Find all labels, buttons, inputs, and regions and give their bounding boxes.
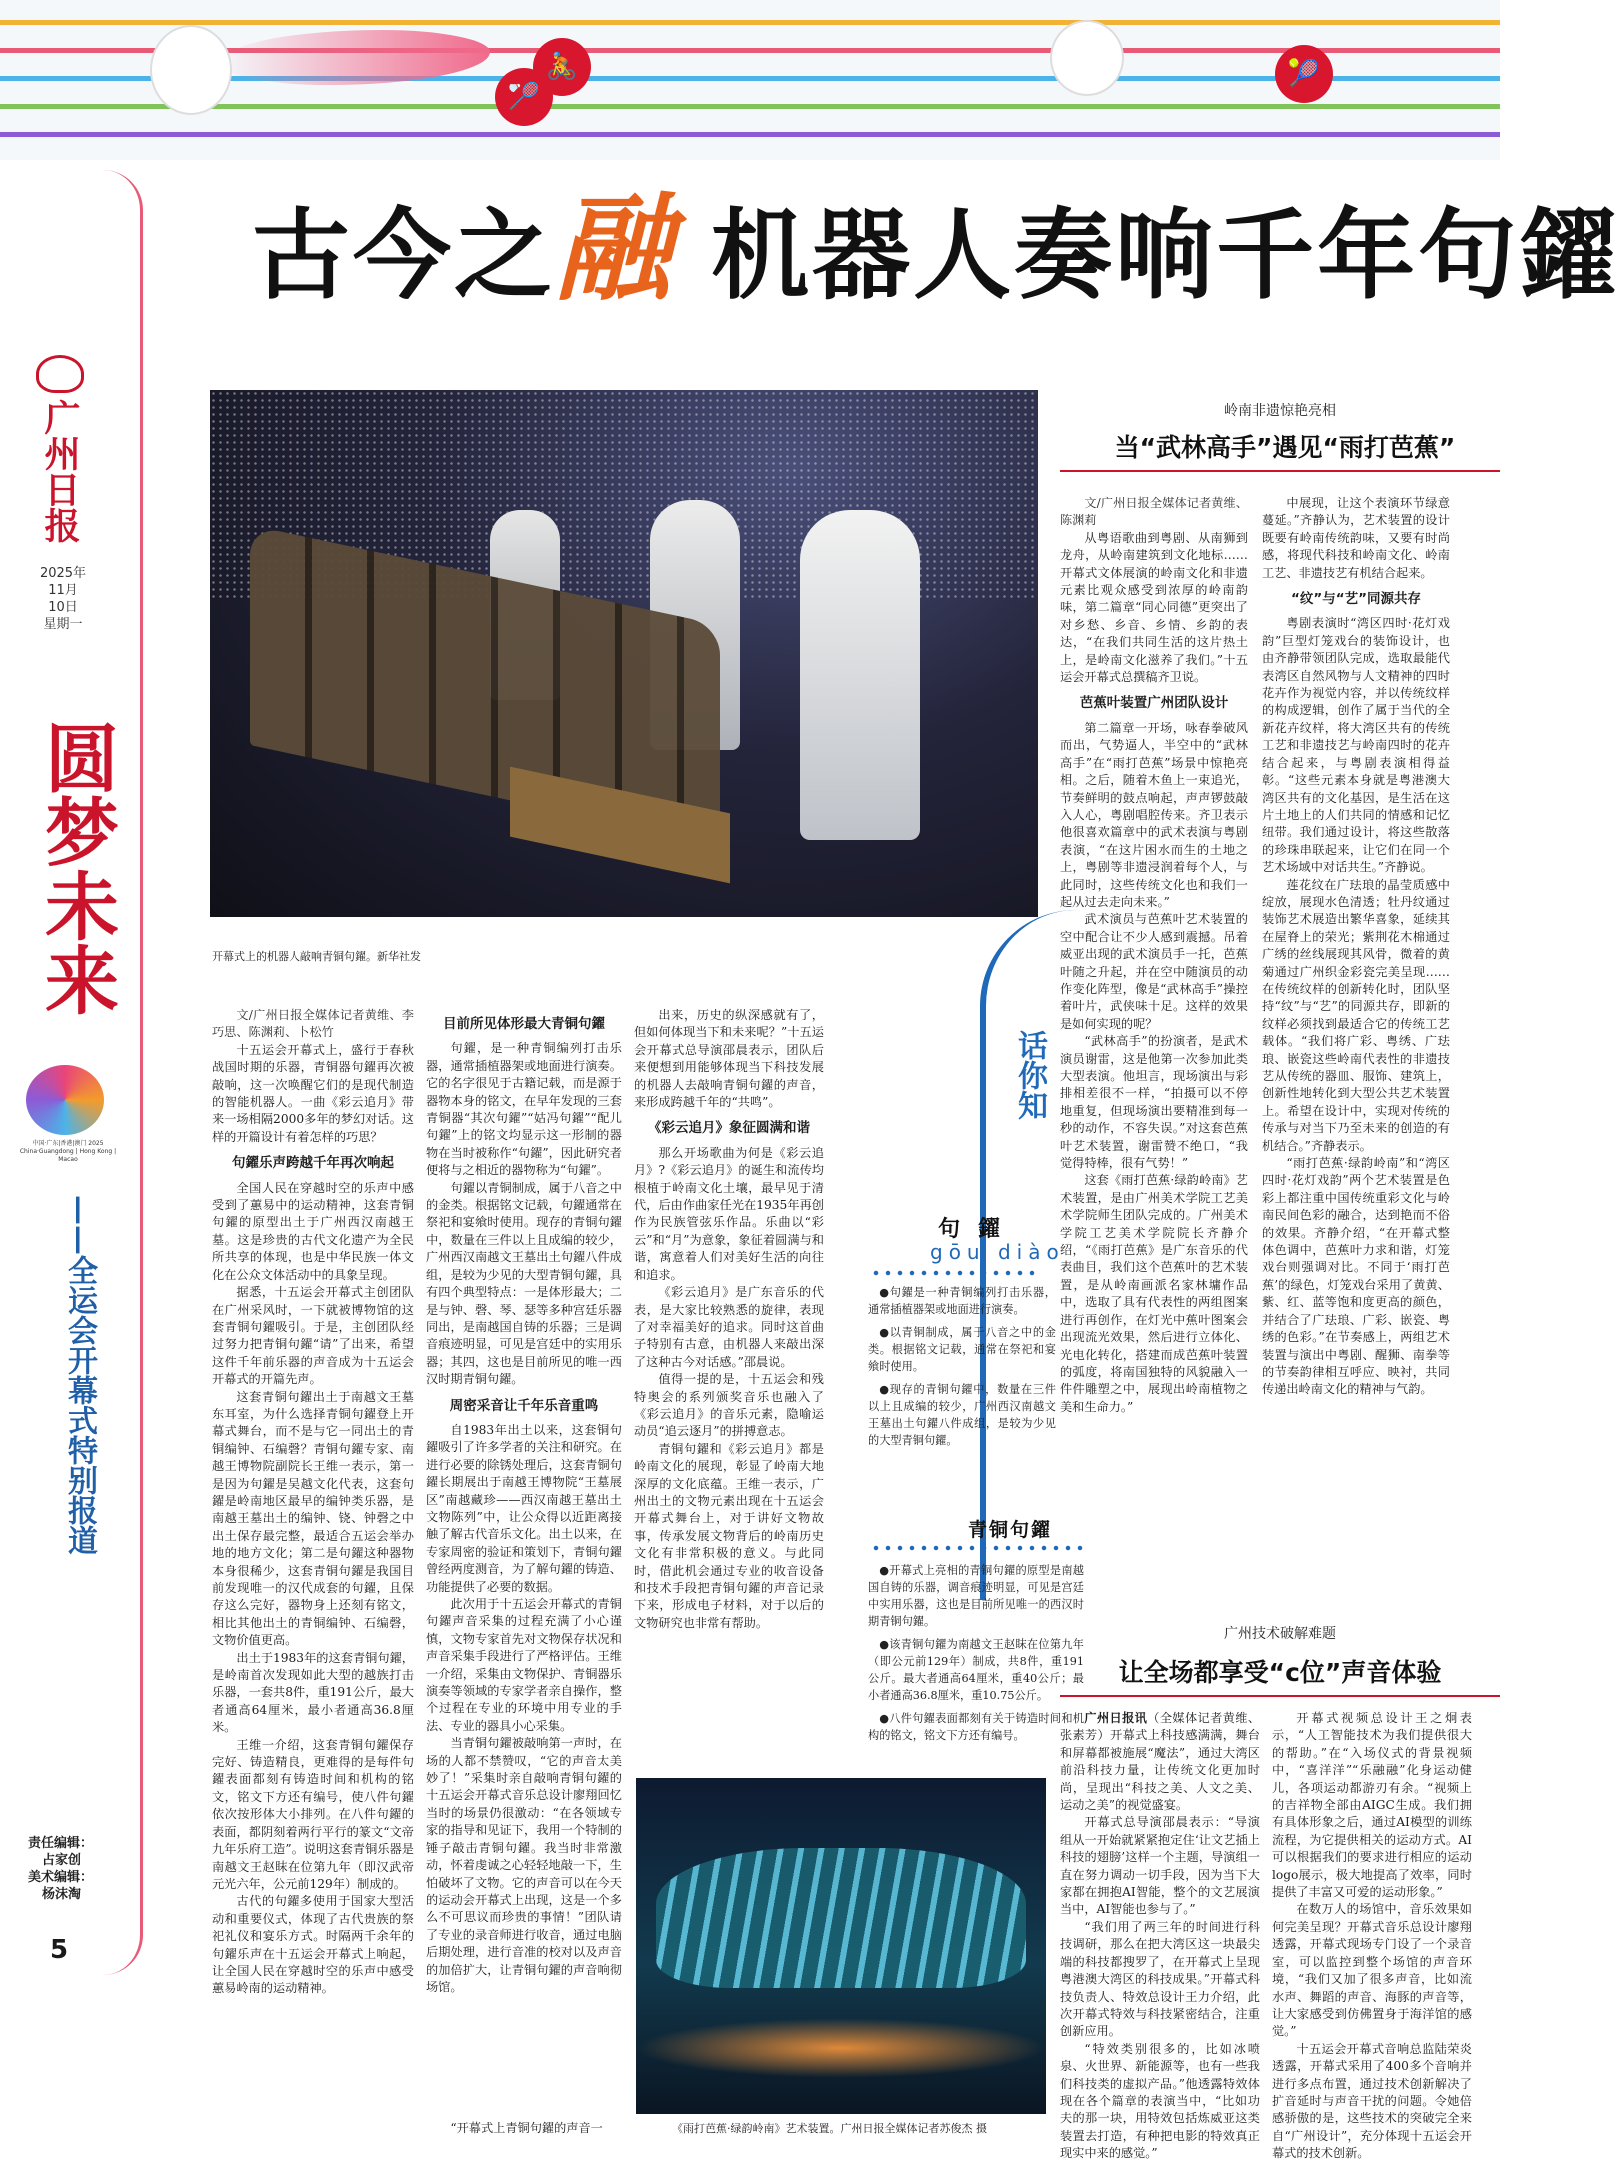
- main-article-column-3: [634, 1007, 824, 1872]
- tech-article-kicker: 广州技术破解难题: [1224, 1626, 1336, 1642]
- right-article-kicker: 岭南非遗惊艳亮相: [1224, 403, 1336, 419]
- page-headline: 古今之融 机器人奏响千年句鑃: [252, 182, 1620, 317]
- games-logo-icon: [26, 1065, 104, 1135]
- section-subhead: 《彩云追月》象征圆满和谐: [648, 1120, 810, 1137]
- newspaper-emblem-icon: [36, 355, 84, 393]
- main-photo-caption: 开幕式上的机器人敲响青铜句鑃。新华社发: [212, 950, 421, 963]
- article-paragraph: 当青铜句鑃被敲响第一声时，在场的人都不禁赞叹，“它的声音太美妙了！”采集时亲自敲响青铜句鑃的十五运会开幕式音乐总设计廖翔回忆当时的场景仍很激动：“在各领域专家的指导和见证下，我用一个特制的锤子敲击青铜句鑃。我当时非常激动，怀着虔诚之心轻轻地敲一下，生怕破坏了文物。它的声音可以在今天的运动会开幕式上出现，这是一个多么不可思议而珍贵的事情！”团队请了专业的录音师进行收音，通过电脑后期处理，进行音准的校对以及声音的加倍扩大，让青铜句鑃的声音响彻场馆。: [426, 1736, 622, 1994]
- right-article-byline: 文/广州日报全媒体记者黄维、陈渊莉: [1060, 496, 1248, 528]
- knowledge-term-list: [868, 1284, 1056, 1455]
- knowledge-term-2: 青铜句鑃: [968, 1519, 1053, 1541]
- tech-article-col2-body: [1272, 1710, 1472, 2163]
- knowledge-item: ●以青铜制成，属于八音之中的金类。根据铭文记载，通常在祭祀和宴飨时使用。: [868, 1326, 1056, 1373]
- tech-article-column-2: [1272, 1710, 1472, 2161]
- section-subhead: 句鑃乐声跨越千年再次响起: [232, 1155, 394, 1172]
- article-paragraph: 句鑃，是一种青铜编列打击乐器，通常插植器架或地面进行演奏。它的名字很见于古籍记载，而是源于器物本身的铭文，在早年发现的三套青铜器“其次句鑃”“姑冯句鑃”“配儿句鑃”上的铭文均显示这一形制的器物在当时被称作“句鑃”，因此研究者便将与之相近的器物称为“句鑃”。: [426, 1041, 622, 1178]
- knowledge-divider-2: [870, 1545, 1086, 1551]
- special-report-label: ——全运会开幕式特别报道: [62, 1195, 97, 1555]
- main-article-column-1: [212, 1007, 414, 2137]
- main-article-col2-body: [426, 1016, 622, 1996]
- article-paragraph: 中展现，让这个表演环节绿意蔓延。”齐静认为，艺术装置的设计既要有岭南传统韵味，又要有时尚感，将现代科技和岭南文化、岭南工艺、非遗技艺有机结合起来。: [1262, 496, 1450, 580]
- main-article-col1-body: [212, 1042, 414, 1998]
- article-paragraph: 十五运会开幕式上，盛行于春秋战国时期的乐器，青铜器句鑃再次被敲响，这一次唤醒它们的是现代制造的智能机器人。一曲《彩云追月》带来一场相隔2000多年的梦幻对话。这样的开篇设计有着怎样的巧思？: [212, 1042, 414, 1144]
- article-paragraph: 《彩云追月》是广东音乐的代表，是大家比较熟悉的旋律，表现了对幸福美好的追求。同时这首曲子特别有古意，由机器人来敲出深了这种古今对话感。”邵晨说。: [634, 1285, 824, 1369]
- article-paragraph: 第二篇章一开场，咏春拳破风而出，气势逼人，半空中的“武林高手”在“雨打芭蕉”场景中惊艳亮相。之后，随着木鱼上一束追光，节奏鲜明的鼓点响起，声声锣鼓敲入人心，粤剧唱腔传来。齐卫表示他很喜欢篇章中的武术表演与粤剧表演，“在这片困水而生的土地之上，粤剧等非遗浸润着每个人，与此同时，这些传统文化也和我们一起从过去走向未来。”: [1060, 720, 1248, 909]
- main-article-byline: 文/广州日报全媒体记者黄维、李巧思、陈渊莉、卜松竹: [212, 1008, 414, 1040]
- sport-icon-tennis: 🎾: [1275, 45, 1333, 103]
- knowledge-term-pinyin: gōu diào: [930, 1240, 1065, 1264]
- article-paragraph: 粤剧表演时“湾区四时·花灯戏韵”巨型灯笼戏台的装饰设计，也由齐静带领团队完成，选取最能代表湾区自然风物与人文精神的四时花卉作为视觉内容，并以传统纹样的构成逻辑，创作了属于当代的全新花卉纹样，将大湾区共有的传统工艺和非遗技艺与岭南四时的花卉结合起来，与粤剧表演相得益彰。“这些元素本身就是粤港澳大湾区共有的文化基因，是生活在这片土地上的人们共同的情感和记忆纽带。我们通过设计，将这些散落的珍珠串联起来，让它们在同一个艺术场域中对话共生。”齐静说。: [1262, 616, 1450, 875]
- games-logo-text: 中国·广东|香港|澳门 2025 China·Guangdong | Hong Kong | Macao: [19, 1140, 117, 1163]
- article-paragraph: 此次用于十五运会开幕式的青铜句鑃声音采集的过程充满了小心谨慎，文物专家首先对文物保存状况和声音采集手段进行了严格评估。王维一介绍，采集由文物保护、青铜器乐演奏等领域的专家学者亲自操作，整个过程在专业的环境中用专业的手法、专业的器具小心采集。: [426, 1597, 622, 1733]
- main-photo-robots: [210, 390, 1038, 917]
- article-paragraph: 句鑃以青铜制成，属于八音之中的金类。根据铭文记载，句鑃通常在祭祀和宴飨时使用。现存的青铜句鑃中，数量在三件以上且成编的较少，广州西汉南越文王墓出土句鑃八件成组，是较为少见的大型青铜句鑃，具有四个典型特点：一是体形最大；二是与钟、磬、琴、瑟等多种宫廷乐器同出，是南越国自铸的乐器；三是调音痕迹明显，可见是宫廷中的实用乐器；其四，这也是目前所见的唯一西汉时期青铜句鑃。: [426, 1180, 622, 1387]
- tech-article-col1-body: [1060, 1814, 1260, 2162]
- article-paragraph: 那么开场歌曲为何是《彩云追月》?《彩云追月》的诞生和流传均根植于岭南文化土壤，最早见于清代，后由作曲家任光在1935年再创作为民族管弦乐作品。乐曲以“彩云”和“月”为意象，象征着圆满与和谐，寓意着人们对美好生活的向往和追求。: [634, 1145, 824, 1282]
- section-subhead: “纹”与“艺”同源共存: [1291, 591, 1421, 608]
- article-paragraph: 自1983年出土以来，这套铜句鑃吸引了许多学者的关注和研究。在进行必要的除锈处理后，这套青铜句鑃长期展出于南越王博物院“王墓展区”南越藏珍——西汉南越王墓出土文物陈列”中，让公众得以近距离接触了解古代音乐文化。出土以来，在专家周密的验证和策划下，青铜句鑃曾经两度测音，为了解句鑃的铸造、功能提供了必要的数据。: [426, 1422, 622, 1594]
- article-paragraph: 出土于1983年的这套青铜句鑃，是岭南首次发现如此大型的越族打击乐器，一套共8件，重191公斤，最大者通高64厘米，最小者通高36.8厘米。: [212, 1650, 414, 1735]
- article-paragraph: 十五运会开幕式音响总监陆荣炎透露，开幕式采用了400多个音响并进行多点布置，通过技术创新解决了扩音延时与声音干扰的问题。令她倍感骄傲的是，这些技术的突破完全来自“广州设计”，充分体现十五运会开幕式的技术创新。: [1272, 2041, 1472, 2161]
- right-article-col2-body: [1262, 495, 1450, 1399]
- newspaper-logo: [30, 355, 90, 543]
- section-subhead: 芭蕉叶装置广州团队设计: [1079, 695, 1229, 712]
- tech-article-column-1: [1060, 1710, 1261, 2161]
- slogan: 圆梦未来: [33, 720, 119, 1016]
- article-paragraph: 值得一提的是，十五运会和残特奥会的系列颁奖音乐也融入了《彩云追月》的音乐元素，隐喻运动员“追云逐月”的拼搏意志。: [634, 1372, 824, 1439]
- main-article-col3-tail: “开幕式上青铜句鑃的声音一: [450, 2121, 603, 2135]
- main-article-col3-body: [634, 1007, 824, 1632]
- article-paragraph: 从粤语歌曲到粤剧、从南狮到龙舟，从岭南建筑到文化地标……开幕式文体展演的岭南文化和非遗元素比观众感受到浓厚的岭南韵味，第二篇章“同心同德”更突出了对乡愁、乡音、乡情、乡韵的表达，“在我们共同生活的这片热土上，是岭南文化滋养了我们。”十五运会开幕式总撰稿齐卫说。: [1060, 530, 1248, 685]
- section-subhead: 目前所见体形最大青铜句鑃: [443, 1016, 605, 1032]
- knowledge-term-2-list: [868, 1562, 1084, 1750]
- mascot-right-image: [1050, 20, 1124, 96]
- editor-credits: 责任编辑： 占家创 美术编辑： 杨沫淘: [28, 1836, 94, 1902]
- knowledge-box-badge: 话你知: [1012, 1030, 1047, 1120]
- article-paragraph: 王维一介绍，这套青铜句鑃保存完好、铸造精良，更难得的是每件句鑃表面都刻有铸造时间和机构的铭文，铭文下方还有编号，使八件句鑃依次按形体大小排列。在八件句鑃的表面，都阴刻着两行平行的篆文“文帝九年乐府工造”。说明这套青铜乐器是南越文王赵眜在位第九年（即汉武帝元光六年，公元前129年）制成的。: [212, 1737, 414, 1891]
- article-paragraph: 青铜句鑃和《彩云追月》都是岭南文化的展现，彰显了岭南大地深厚的文化底蕴。王维一表示，广州出土的文物元素出现在十五运会开幕式舞台上，对于讲好文物故事，传承发展文物背后的岭南历史文化有非常积极的意义。与此同时，借此机会通过专业的收音设备和技术手段把青铜句鑃的声音记录下来，形成电子材料，对于以后的文物研究也非常有帮助。: [634, 1441, 824, 1630]
- right-article-column-2: [1262, 495, 1450, 1575]
- page-number: 5: [50, 1935, 69, 1965]
- article-paragraph: 这套《雨打芭蕉·绿韵岭南》艺术装置，是由广州美术学院工艺美术学院师生团队完成的。广州美术学院工艺美术学院院长齐静介绍，“《雨打芭蕉》是广东音乐的代表曲目，我们这个芭蕉叶的艺术装置，是从岭南画派名家林墉作品中，选取了具有代表性的两组图案进行再创作，在灯光中蕉叶图案会出现流光效果，然后进行立体化、光电化转化，搭建而成芭蕉叶装置的弧度，将南国独特的风貌融入一件件雕塑之中，展现出岭南植物之美和生命力。”: [1060, 1173, 1248, 1414]
- knowledge-divider: [870, 1270, 1040, 1276]
- mascot-left-image: [150, 25, 232, 115]
- article-paragraph: “我们用了两三年的时间进行科技调研，那么在把大湾区这一块最尖端的科技都搜罗了，在开幕式上呈现粤港澳大湾区的科技成果。”开幕式科技负责人、特效总设计王力介绍，此次开幕式特效与科技紧密结合，注重创新应用。: [1060, 1919, 1260, 2039]
- article-paragraph: “武林高手”的扮演者，是武术演员谢雷，这是他第一次参加此类大型表演。他坦言，现场演出与彩排相差很不一样，“拍摄可以不停地重复，但现场演出要精准到每一秒的动作，不容失误。”对这套芭蕉叶艺术装置，谢雷赞不绝口，“我觉得特棒，很有气势！”: [1060, 1034, 1248, 1171]
- article-paragraph: 在数万人的场馆中，音乐效果如何完美呈现？开幕式音乐总设计廖翔透露，开幕式现场专门设了一个录音室，可以监控到整个场馆的声音环境，“我们又加了很多声音，比如流水声、舞蹈的声音、海豚的声音等，让大家感受到仿佛置身于海洋馆的感觉。”: [1272, 1902, 1472, 2039]
- article-paragraph: 这套青铜句鑃出土于南越文王墓东耳室，为什么选择青铜句鑃登上开幕式舞台，而不是与它一同出土的青铜编钟、石编磬？青铜句鑃专家、南越王博物院副院长王维一表示，第一是因为句鑃是吴越文化代表，这套句鑃是岭南地区最早的编钟类乐器，是南越王墓出土的编钟、铙、钟磬之中出土保存最完整，最适合五运会举办地的地方文化；第二是句鑃这种器物本身很稀少，这套青铜句鑃是我国目前发现唯一的汉代成套的句鑃，且保存这么完好，器物身上还刻有铭文，相比其他出土的青铜编钟、石编磬，文物价值更高。: [212, 1389, 414, 1648]
- right-article-rule: [1060, 470, 1500, 472]
- article-paragraph: 据悉，十五运会开幕式主创团队在广州采风时，一下就被博物馆的这套青铜句鑃吸引。于是，主创团队经过努力把青铜句鑃“请”了出来，希望这件千年前乐器的声音成为十五运会开幕式的开篇先声。: [212, 1285, 414, 1387]
- right-article-column-1: [1060, 495, 1248, 1575]
- article-paragraph: 开幕式视频总设计王之炯表示，“人工智能技术为我们提供很大的帮助。”在“入场仪式的背景视频中，“喜洋洋”“乐融融”化身运动健儿，各项运动都游刃有余。“视频上的吉祥物全部由AIGC生成。我们拥有具体形象之后，通过AI模型的训练流程，为它提供相关的运动方式。AI可以根据我们的要求进行相应的运动logo展示，极大地提高了效率，同时提供了丰富又可爱的运动形象。”: [1272, 1711, 1472, 1900]
- sport-icon-cycling: 🚴: [533, 38, 591, 96]
- right-article-title: 当“武林高手”遇见“雨打芭蕉”: [1114, 433, 1456, 462]
- section-subhead: 周密采音让千年乐音重鸣: [449, 1397, 599, 1414]
- robot-figure: [800, 510, 920, 840]
- knowledge-item: ●现存的青铜句鑃中，数量在三件以上且成编的较少，广州西汉南越文王墓出土句鑃八件成组，是较为少见的大型青铜句鑃。: [868, 1383, 1056, 1447]
- article-paragraph: 莲花纹在广珐琅的晶莹质感中绽放，展现水色清透；牡丹纹通过装饰艺术展造出繁华喜象，延续其在屋脊上的荣光；紫荆花木棉通过广绣的丝线展现其风骨，微着的黄菊通过广州织金彩瓷完美呈现……在传统纹样的创新转化时，团队坚持“纹”与“艺”的同源共存，即新的纹样必须找到最适合它的传统工艺载体。“我们将广彩、粤绣、广珐琅、嵌瓷这些岭南代表性的非遗技艺从传统的器皿、服饰、建筑上，创新性地转化到大型公共艺术装置上。希望在设计中，实现对传统的传承与对当下乃至未来的创造的有机结合。”齐静表示。: [1262, 877, 1450, 1153]
- article-paragraph: 出来，历史的纵深感就有了，但如何体现当下和未来呢？”十五运会开幕式总导演邵晨表示，团队后来便想到用能够体现当下科技发展的机器人去敲响青铜句鑃的声音，来形成跨越千年的“共鸣”。: [634, 1008, 824, 1110]
- knowledge-item: ●该青铜句鑃为南越文王赵眜在位第九年（即公元前129年）制成，共8件，重191公斤。最大者通高64厘米，重40公斤；最小者通高36.8厘米，重10.75公斤。: [868, 1638, 1084, 1702]
- tech-article-title: 让全场都享受“c位”声音体验: [1118, 1658, 1442, 1687]
- article-paragraph: “特效类别很多的，比如冰喷泉、火世界、新能源等，也有一些我们科技类的虚拟产品。”他透露特效体现在各个篇章的表演当中，“比如功夫的那一块，用特效包括炼威亚这类装置去打造，有种把电影的特效真正现实中来的感觉。”: [1060, 2041, 1260, 2161]
- bottom-photo-caption: 《雨打芭蕉·绿韵岭南》艺术装置。广州日报全媒体记者苏俊杰 摄: [672, 2122, 987, 2135]
- article-paragraph: “雨打芭蕉·绿韵岭南”和“湾区四时·花灯戏韵”两个艺术装置是色彩上都注重中国传统重彩文化与岭南民间色彩的融合，达到艳而不俗的效果。齐静介绍，“在开幕式整体色调中，芭蕉叶力求和谐，灯笼戏台则强调对比。不同于‘雨打芭蕉’的绿色，灯笼戏台采用了黄黄、紫、红、蓝等饱和度更高的颜色，并结合了广珐琅、广彩、嵌瓷、粤绣的色彩。”在节奏感上，两组艺术装置与演出中粤剧、醒狮、南拳等的节奏韵律相互呼应、映衬，共同传递出岭南文化的精神与气韵。: [1262, 1156, 1450, 1397]
- knowledge-item: ●开幕式上亮相的青铜句鑃的原型是南越国自铸的乐器，调音痕迹明显，可见是宫廷中实用乐器，这也是目前所见唯一的西汉时期青铜句鑃。: [868, 1564, 1084, 1628]
- article-paragraph: 开幕式总导演邵晨表示：“导演组从一开始就紧紧抱定住‘让文艺插上科技的翅膀’这样一个主题，导演组一直在努力调动一切手段，因为当下大家都在拥抱AI智能，整个的文艺展演当中，AI智能也参与了。”: [1060, 1815, 1260, 1917]
- knowledge-item: ●八件句鑃表面都刻有关于铸造时间和机构的铭文，铭文下方还有编号。: [868, 1712, 1084, 1742]
- tech-article-byline-label: 广州日报讯: [1084, 1711, 1148, 1725]
- knowledge-item: ●句鑃是一种青铜编列打击乐器，通常插植器架或地面进行演奏。: [868, 1286, 1056, 1316]
- bottom-photo-banana-leaves: [636, 1778, 1046, 2114]
- article-paragraph: 古代的句鑃多使用于国家大型活动和重要仪式，体现了古代贵族的祭祀礼仪和宴乐方式。时隔两千余年的句鑃乐声在十五运会开幕式上响起，让全国人民在穿越时空的乐声中感受蕙易岭南的运动精神。: [212, 1894, 414, 1996]
- sport-icon-badminton: 🏸: [495, 68, 553, 126]
- tech-article-rule: [1060, 1695, 1500, 1697]
- top-banner: [0, 0, 1500, 160]
- main-article-column-2: [426, 1007, 622, 2137]
- headline-emphasis: 融: [555, 182, 675, 317]
- newspaper-name: 广州日报: [39, 399, 81, 543]
- issue-date: 2025年 11月 10日 星期一: [39, 566, 87, 632]
- tech-article-byline: （全媒体记者黄维、张素芳）开幕式上科技感满满，舞台和屏幕都被施展“魔法”，通过大湾区前沿科技力量，让传统文化更加时尚，呈现出“科技之美、人文之美、运动之美”的视觉盛宴。: [1060, 1711, 1261, 1813]
- right-article-col1-body: [1060, 530, 1248, 1416]
- article-paragraph: 全国人民在穿越时空的乐声中感受到了蕙易中的运动精神，这套青铜句鑃的原型出土于广州西汉南越王墓。这是珍贵的古代文化遗产为全民所共享的体现，也是中华民族一体文化在公众文体活动中的具象呈现。: [212, 1180, 414, 1282]
- article-paragraph: 武术演员与芭蕉叶艺术装置的空中配合让不少人感到震撼。吊着威亚出现的武术演员手一托，芭蕉叶随之升起，并在空中随演员的动作变化阵型，像是“武林高手”操控着叶片，武侠味十足。这样的效果是如何实现的呢？: [1060, 912, 1248, 1031]
- knowledge-term: 句鑃: [938, 1216, 1019, 1242]
